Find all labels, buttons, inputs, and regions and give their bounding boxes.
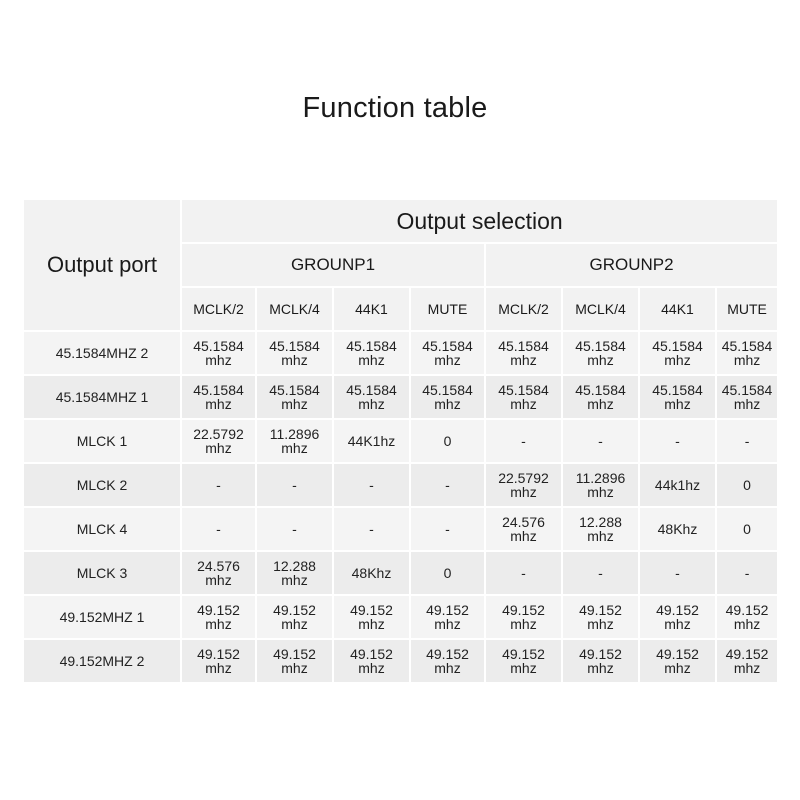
row-label: MLCK 2	[24, 464, 180, 506]
column-header: MUTE	[411, 288, 484, 330]
column-header: MCLK/4	[563, 288, 638, 330]
table-cell: -	[334, 508, 409, 550]
table-cell: 49.152 mhz	[486, 596, 561, 638]
table-row	[24, 376, 777, 418]
table-cell: 0	[411, 420, 484, 462]
output-selection-header: Output selection	[182, 200, 777, 242]
column-header: 44K1	[640, 288, 715, 330]
table-cell: 49.152 mhz	[411, 640, 484, 682]
table-cell: 49.152 mhz	[563, 596, 638, 638]
table-cell: -	[717, 552, 777, 594]
table-cell: 49.152 mhz	[334, 640, 409, 682]
table-cell: 49.152 mhz	[182, 596, 255, 638]
table-cell: 49.152 mhz	[257, 640, 332, 682]
table-row	[24, 332, 777, 374]
table-cell: 45.1584 mhz	[486, 332, 561, 374]
row-label: 45.1584MHZ 2	[24, 332, 180, 374]
table-cell: 0	[411, 552, 484, 594]
table-cell: 45.1584 mhz	[717, 332, 777, 374]
table-cell: 45.1584 mhz	[563, 376, 638, 418]
table-row	[24, 508, 777, 550]
table-cell: -	[563, 420, 638, 462]
table-cell: -	[486, 420, 561, 462]
table-cell: 45.1584 mhz	[411, 376, 484, 418]
table-cell: 0	[717, 508, 777, 550]
column-header: 44K1	[334, 288, 409, 330]
table-cell: 49.152 mhz	[640, 596, 715, 638]
row-label: 49.152MHZ 2	[24, 640, 180, 682]
column-header: MUTE	[717, 288, 777, 330]
table-row	[24, 596, 777, 638]
table-cell: 45.1584 mhz	[182, 332, 255, 374]
table-cell: 45.1584 mhz	[334, 332, 409, 374]
table-cell: 45.1584 mhz	[563, 332, 638, 374]
column-header: MCLK/4	[257, 288, 332, 330]
table-cell: -	[257, 464, 332, 506]
output-port-header: Output port	[24, 200, 180, 330]
table-cell: 49.152 mhz	[717, 640, 777, 682]
table-cell: 49.152 mhz	[717, 596, 777, 638]
group-header-2: GROUNP2	[486, 244, 777, 286]
table-cell: 45.1584 mhz	[334, 376, 409, 418]
table-cell: -	[182, 464, 255, 506]
function-table	[22, 198, 779, 684]
row-label: 49.152MHZ 1	[24, 596, 180, 638]
table-cell: -	[257, 508, 332, 550]
table-cell: 45.1584 mhz	[640, 332, 715, 374]
table-cell: -	[411, 464, 484, 506]
group-header-1: GROUNP1	[182, 244, 484, 286]
table-cell: 48Khz	[334, 552, 409, 594]
table-cell: 24.576 mhz	[182, 552, 255, 594]
table-cell: -	[411, 508, 484, 550]
table-row	[24, 464, 777, 506]
table-cell: 11.2896 mhz	[257, 420, 332, 462]
table-cell: 45.1584 mhz	[411, 332, 484, 374]
table-row	[24, 420, 777, 462]
table-cell: 11.2896 mhz	[563, 464, 638, 506]
table-cell: 45.1584 mhz	[257, 376, 332, 418]
table-cell: 24.576 mhz	[486, 508, 561, 550]
table-cell: 44k1hz	[640, 464, 715, 506]
table-cell: 22.5792 mhz	[486, 464, 561, 506]
table-cell: 49.152 mhz	[257, 596, 332, 638]
table-cell: -	[717, 420, 777, 462]
column-header: MCLK/2	[486, 288, 561, 330]
table-body	[24, 332, 777, 682]
table-cell: 49.152 mhz	[182, 640, 255, 682]
table-cell: 44K1hz	[334, 420, 409, 462]
page-title: Function table	[302, 92, 488, 124]
table-cell: 22.5792 mhz	[182, 420, 255, 462]
table-cell: 0	[717, 464, 777, 506]
table-cell: 12.288 mhz	[257, 552, 332, 594]
table-cell: 49.152 mhz	[640, 640, 715, 682]
table-cell: 49.152 mhz	[334, 596, 409, 638]
table-cell: 45.1584 mhz	[257, 332, 332, 374]
table-row	[24, 640, 777, 682]
column-header: MCLK/2	[182, 288, 255, 330]
table-cell: -	[563, 552, 638, 594]
row-label: MLCK 1	[24, 420, 180, 462]
table-cell: 12.288 mhz	[563, 508, 638, 550]
table-row	[24, 552, 777, 594]
table-cell: -	[334, 464, 409, 506]
table-cell: 48Khz	[640, 508, 715, 550]
table-cell: 49.152 mhz	[486, 640, 561, 682]
row-label: MLCK 3	[24, 552, 180, 594]
table-cell: -	[640, 420, 715, 462]
table-cell: -	[640, 552, 715, 594]
table-cell: 45.1584 mhz	[486, 376, 561, 418]
table-cell: 49.152 mhz	[411, 596, 484, 638]
table-cell: -	[182, 508, 255, 550]
table-cell: -	[486, 552, 561, 594]
table-cell: 45.1584 mhz	[182, 376, 255, 418]
table-cell: 49.152 mhz	[563, 640, 638, 682]
table-cell: 45.1584 mhz	[717, 376, 777, 418]
table-cell: 45.1584 mhz	[640, 376, 715, 418]
row-label: 45.1584MHZ 1	[24, 376, 180, 418]
row-label: MLCK 4	[24, 508, 180, 550]
